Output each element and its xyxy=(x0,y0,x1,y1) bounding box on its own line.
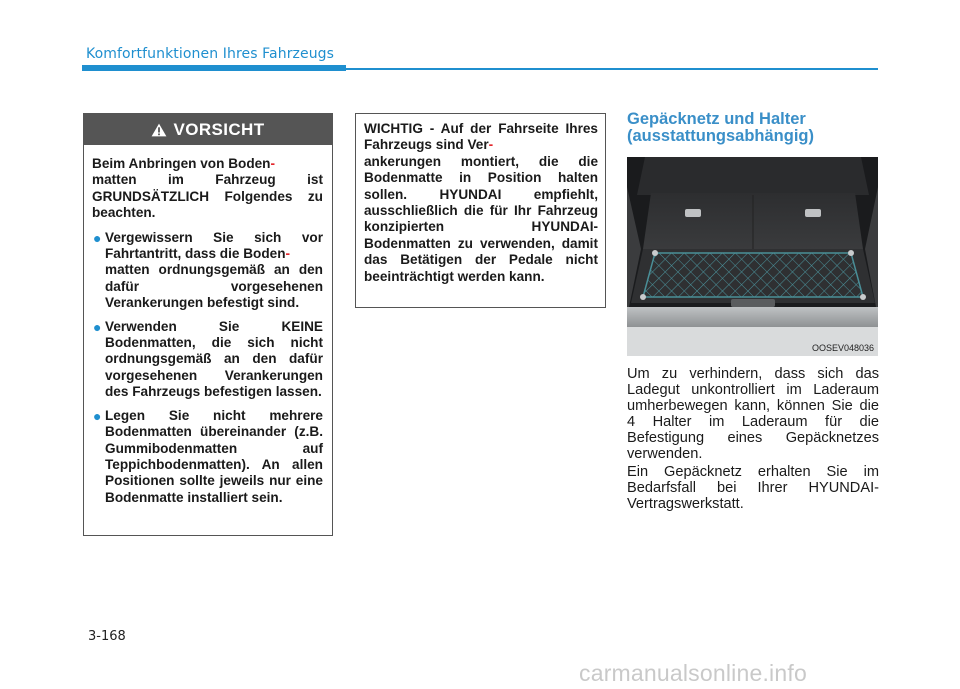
caution-bullet xyxy=(92,230,323,312)
paragraph-1: Um zu verhindern, dass sich das Ladegut unkontrolliert im Laderaum umherbewegen kann, können Sie die 4 Halter im Laderaum für die Befestigung eines Gepäcknetzes verwenden. xyxy=(627,366,879,462)
caution-intro: Beim Anbringen von Boden- matten im Fahrzeug ist GRUNDSÄTZLICH Folgendes zu beachten. xyxy=(92,156,323,221)
caution-bullet-text: Vergewissern Sie sich vor Fahrtantritt, dass die Boden- matten ordnungsgemäß an den dafür vorgesehenen Verankerungen befestigt sind. xyxy=(105,229,323,311)
bullet-dot-icon: ● xyxy=(93,229,102,246)
line-break-hyphen: - xyxy=(285,246,291,262)
caution-bullet xyxy=(92,408,323,506)
important-text: WICHTIG - Auf der Fahrseite Ihres Fahrzeugs sind Ver- ankerungen montiert, die die Bodenmatte in Position halten sollen. HYUNDAI empfiehlt, ausschließlich die für Ihr Fahrzeug konzipierten HYUNDAI-Bodenmatten zu verwenden, damit das Betätigen der Pedale nicht beeinträchtigt werden kann. xyxy=(364,121,598,284)
caution-bullet-text: Verwenden Sie KEINE Bodenmatten, die sich nicht ordnungsgemäß an den dafür vorgesehenen Verankerungen des Fahrzeugs befestigen lassen. xyxy=(105,318,323,400)
caution-bullet xyxy=(92,319,323,401)
page-number: 3-168 xyxy=(88,629,126,644)
header-bar-thick xyxy=(82,65,346,71)
warning-triangle-icon xyxy=(151,123,167,137)
caution-header xyxy=(84,114,332,145)
caution-title: VORSICHT xyxy=(173,119,265,139)
line-break-hyphen: - xyxy=(488,137,494,153)
cargo-area-illustration xyxy=(627,157,878,356)
important-box xyxy=(355,113,606,308)
caution-bullet-text: Legen Sie nicht mehrere Bodenmatten übereinander (z.B. Gummibodenmatten auf Teppichbodenmatten). An allen Positionen sollte jeweils nur eine Bodenmatte installiert sein. xyxy=(105,407,323,505)
bullet-dot-icon: ● xyxy=(93,318,102,335)
section-title: Gepäcknetz und Halter (ausstattungsabhängig) xyxy=(627,110,815,145)
figure-code: OOSEV048036 xyxy=(811,343,874,353)
caution-bullet-list xyxy=(92,230,323,507)
line-break-hyphen: - xyxy=(270,156,276,171)
header-bar-thin xyxy=(346,68,878,70)
bullet-dot-icon: ● xyxy=(93,407,102,424)
cargo-net-figure xyxy=(627,157,878,356)
paragraph-2: Ein Gepäcknetz erhalten Sie im Bedarfsfall bei Ihrer HYUNDAI-Vertragswerkstatt. xyxy=(627,464,879,512)
header-section-title: Komfortfunktionen Ihres Fahrzeugs xyxy=(86,46,335,62)
watermark: carmanualsonline.info xyxy=(579,660,807,686)
caution-body xyxy=(84,145,332,506)
caution-box xyxy=(83,113,333,536)
